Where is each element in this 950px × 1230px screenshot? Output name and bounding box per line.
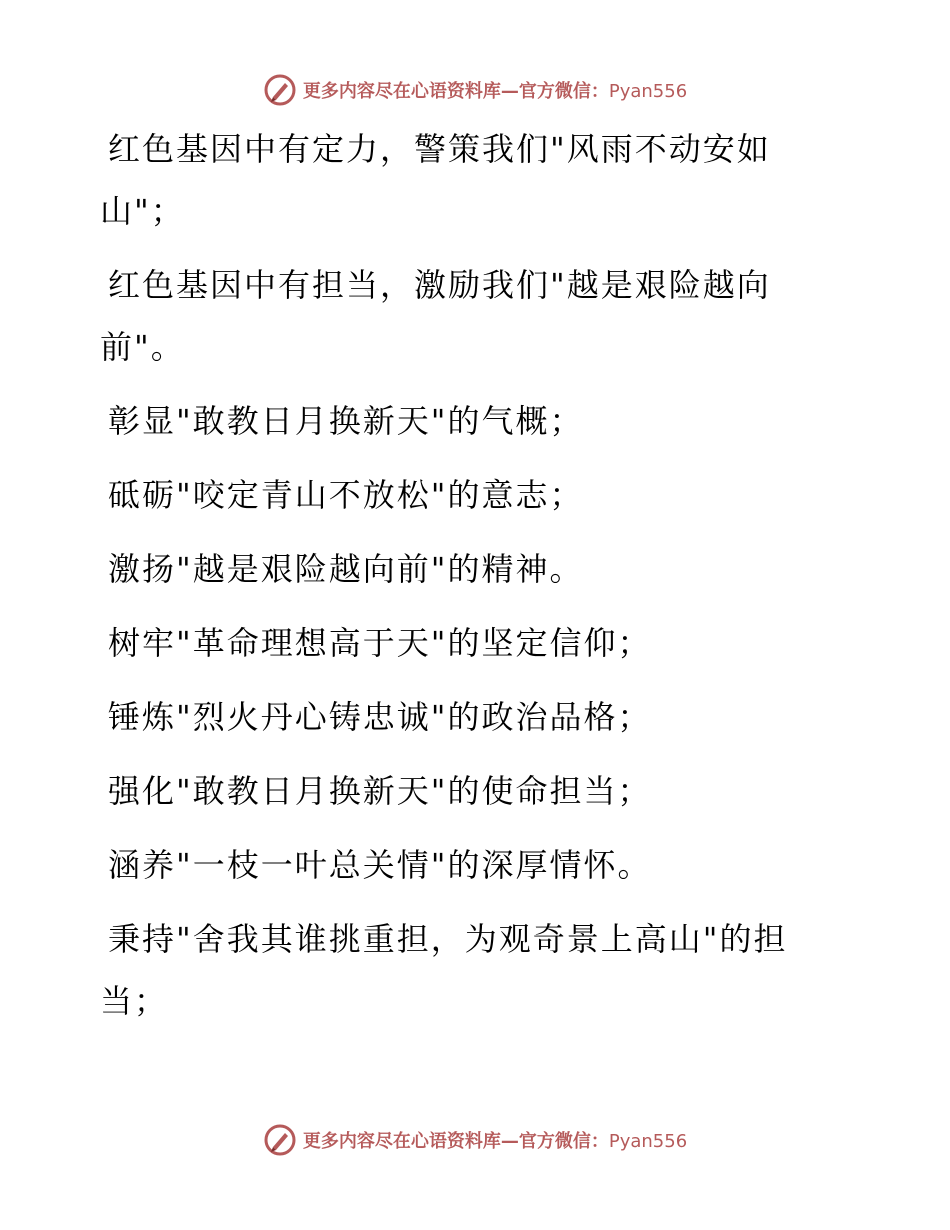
- paragraph-7: 锤炼"烈火丹心铸忠诚"的政治品格；: [108, 698, 652, 736]
- watermark-text: 更多内容尽在心语资料库—官方微信：Pyan556: [302, 81, 688, 102]
- header-watermark: [0, 68, 950, 112]
- paragraph-2: 红色基因中有担当，激励我们"越是艰险越向前"。: [100, 266, 771, 366]
- watermark-handle: Pyan556: [608, 1131, 688, 1152]
- footer-watermark: [0, 1118, 950, 1162]
- document-body: [100, 118, 820, 1032]
- watermark-handle: Pyan556: [608, 81, 688, 102]
- paragraph-8: 强化"敢教日月换新天"的使命担当；: [108, 772, 652, 810]
- paragraph-6: 树牢"革命理想高于天"的坚定信仰；: [108, 624, 652, 662]
- paragraph-1: 红色基因中有定力，警策我们"风雨不动安如山"；: [100, 130, 771, 230]
- paragraph-3: 彰显"敢教日月换新天"的气概；: [108, 402, 584, 440]
- paragraph-5: 激扬"越是艰险越向前"的精神。: [108, 550, 584, 588]
- paragraph-10: 秉持"舍我其谁挑重担，为观奇景上高山"的担当；: [100, 920, 788, 1020]
- pen-logo-icon: [263, 73, 297, 107]
- pen-logo-icon: [263, 1123, 297, 1157]
- paragraph-9: 涵养"一枝一叶总关情"的深厚情怀。: [108, 846, 652, 884]
- watermark-text: 更多内容尽在心语资料库—官方微信：Pyan556: [302, 1131, 688, 1152]
- paragraph-4: 砥砺"咬定青山不放松"的意志；: [108, 476, 584, 514]
